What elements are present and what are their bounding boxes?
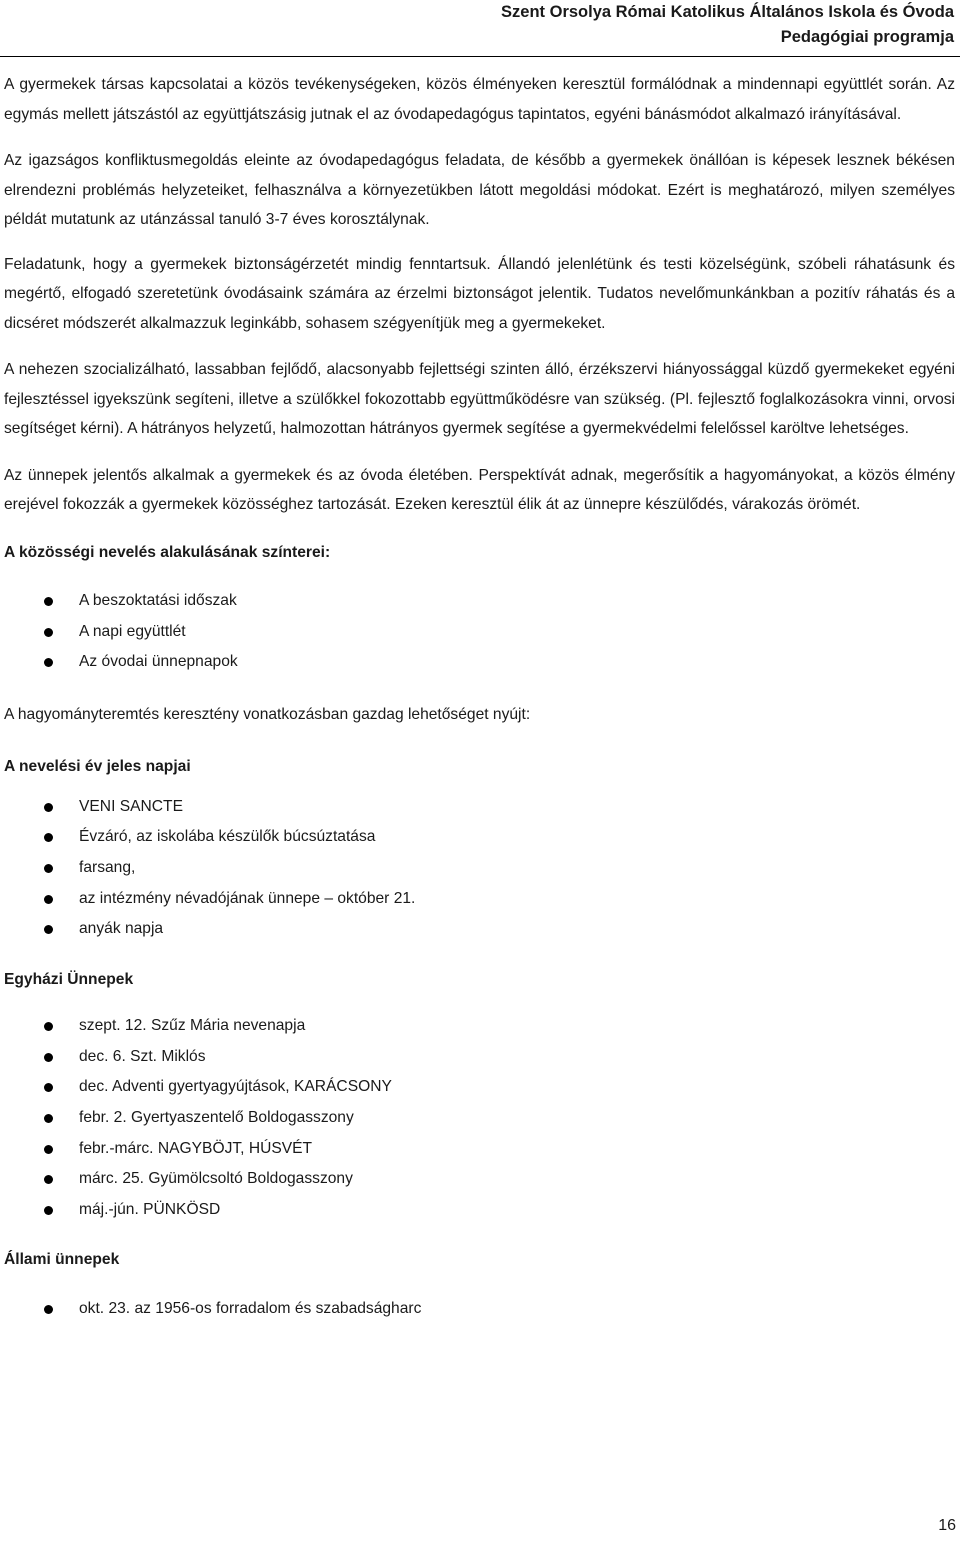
page-number: 16 <box>938 1517 956 1534</box>
page-header <box>54 0 954 50</box>
list-community-settings <box>4 586 955 678</box>
header-divider <box>0 56 960 57</box>
list-item <box>4 884 955 915</box>
bullet-icon <box>44 658 53 667</box>
paragraph-celebrations: Az ünnepek jelentős alkalmak a gyermekek és az óvoda életében. Perspektívát adnak, megerősítik a hagyományokat, a közös élmény erejével fokozzák a gyermekek közösséghez tartozását. Ezeken keresztül élik át az ünnepre készülődés, várakozás örömét. <box>4 466 955 513</box>
bullet-icon <box>44 597 53 606</box>
list-item-text: az intézmény névadójának ünnepe – október 21. <box>79 889 416 907</box>
list-feast-days <box>4 792 955 945</box>
header-school-name: Szent Orsolya Római Katolikus Általános Iskola és Óvoda <box>501 3 954 21</box>
bullet-icon <box>44 1083 53 1092</box>
list-item <box>4 1164 955 1195</box>
paragraph-conflict-resolution: Az igazságos konfliktusmegoldás eleinte az óvodapedagógus feladata, de később a gyermekek önállóan is képesek lesznek békésen elrendezni problémás helyzeteiket, felhasználva a környezetükben látott megoldási módokat. Ezért is meghatározó, milyen személyes példát mutatunk az utánzással tanuló 3-7 éves korosztálynak. <box>4 152 955 228</box>
list-item <box>4 1134 955 1165</box>
heading-church-feasts: Egyházi Ünnepek <box>4 970 134 988</box>
paragraph-tradition: A hagyományteremtés keresztény vonatkozásban gazdag lehetőséget nyújt: <box>4 705 531 723</box>
list-item-text: márc. 25. Gyümölcsoltó Boldogasszony <box>79 1170 353 1188</box>
list-item-text: VENI SANCTE <box>79 797 183 815</box>
bullet-icon <box>44 1206 53 1215</box>
bullet-icon <box>44 1114 53 1123</box>
list-item <box>4 1294 955 1325</box>
bullet-icon <box>44 1305 53 1314</box>
paragraph-social-relations: A gyermekek társas kapcsolatai a közös tevékenységeken, közös élményeken keresztül formálódnak a mindennapi együttlét során. Az egymás mellett játszástól az együttjátszásig jutnak el az óvodapedagógus tapintatos, egyéni bánásmódot alkalmazó irányításával. <box>4 76 955 123</box>
page-body <box>4 70 955 1325</box>
list-item-text: máj.-jún. PÜNKÖSD <box>79 1200 221 1218</box>
list-item <box>4 822 955 853</box>
list-church-feasts <box>4 1011 955 1225</box>
list-item-text: dec. 6. Szt. Miklós <box>79 1047 206 1065</box>
list-item-text: anyák napja <box>79 920 164 938</box>
bullet-icon <box>44 1145 53 1154</box>
list-item-text: Évzáró, az iskolába készülők búcsúztatása <box>79 828 376 846</box>
list-item-text: febr.-márc. NAGYBÖJT, HÚSVÉT <box>79 1139 313 1157</box>
heading-community-education: A közösségi nevelés alakulásának színterei: <box>4 543 331 561</box>
list-item <box>4 914 955 945</box>
list-item-text: okt. 23. az 1956-os forradalom és szabadságharc <box>79 1299 422 1317</box>
list-item <box>4 853 955 884</box>
heading-feast-days: A nevelési év jeles napjai <box>4 758 191 776</box>
list-item <box>4 1011 955 1042</box>
bullet-icon <box>44 864 53 873</box>
list-item-text: szept. 12. Szűz Mária nevenapja <box>79 1017 306 1035</box>
list-item-text: farsang, <box>79 858 136 876</box>
heading-state-holidays: Állami ünnepek <box>4 1251 120 1269</box>
paragraph-security: Feladatunk, hogy a gyermekek biztonságérzetét mindig fenntartsuk. Állandó jelenlétünk és testi közelségünk, szóbeli ráhatásunk és megértő, elfogadó szeretetünk óvodásaink számára az érzelmi biztonságot jelentik. Tudatos nevelőmunkánkban a pozitív ráhatás és a dicséret módszerét alkalmazzuk leginkább, sohasem szégyenítjük meg a gyermekeket. <box>4 255 955 332</box>
paragraph-development: A nehezen szocializálható, lassabban fejlődő, alacsonyabb fejlettségi szinten álló, érzékszervi hiányossággal küzdő gyermekeket egyéni fejlesztéssel igyekszünk segíteni, illetve a szülőkkel fokozottabb együttműködésre van szükség. (Pl. fejlesztő foglalkozásokra vinni, orvosi segítséget kérni). A hátrányos helyzetű, halmozottan hátrányos gyermek segítése a gyermekvédelmi felelőssel karöltve lehetséges. <box>4 361 955 437</box>
bullet-icon <box>44 833 53 842</box>
list-item <box>4 1195 955 1226</box>
list-item-text: febr. 2. Gyertyaszentelő Boldogasszony <box>79 1109 354 1127</box>
header-document-title: Pedagógiai programja <box>780 28 954 46</box>
bullet-icon <box>44 1022 53 1031</box>
bullet-icon <box>44 628 53 637</box>
list-item <box>4 1072 955 1103</box>
list-item-text: A beszoktatási időszak <box>79 592 237 609</box>
list-item <box>4 647 955 678</box>
bullet-icon <box>44 1175 53 1184</box>
bullet-icon <box>44 895 53 904</box>
list-item-text: Az óvodai ünnepnapok <box>79 653 238 671</box>
list-item <box>4 1042 955 1073</box>
bullet-icon <box>44 803 53 812</box>
list-state-holidays <box>4 1294 955 1325</box>
bullet-icon <box>44 925 53 934</box>
list-item <box>4 1103 955 1134</box>
list-item-text: A napi együttlét <box>79 622 186 640</box>
list-item-text: dec. Adventi gyertyagyújtások, KARÁCSONY <box>79 1078 392 1096</box>
list-item <box>4 617 955 648</box>
list-item <box>4 792 955 823</box>
list-item <box>4 586 955 617</box>
bullet-icon <box>44 1053 53 1062</box>
